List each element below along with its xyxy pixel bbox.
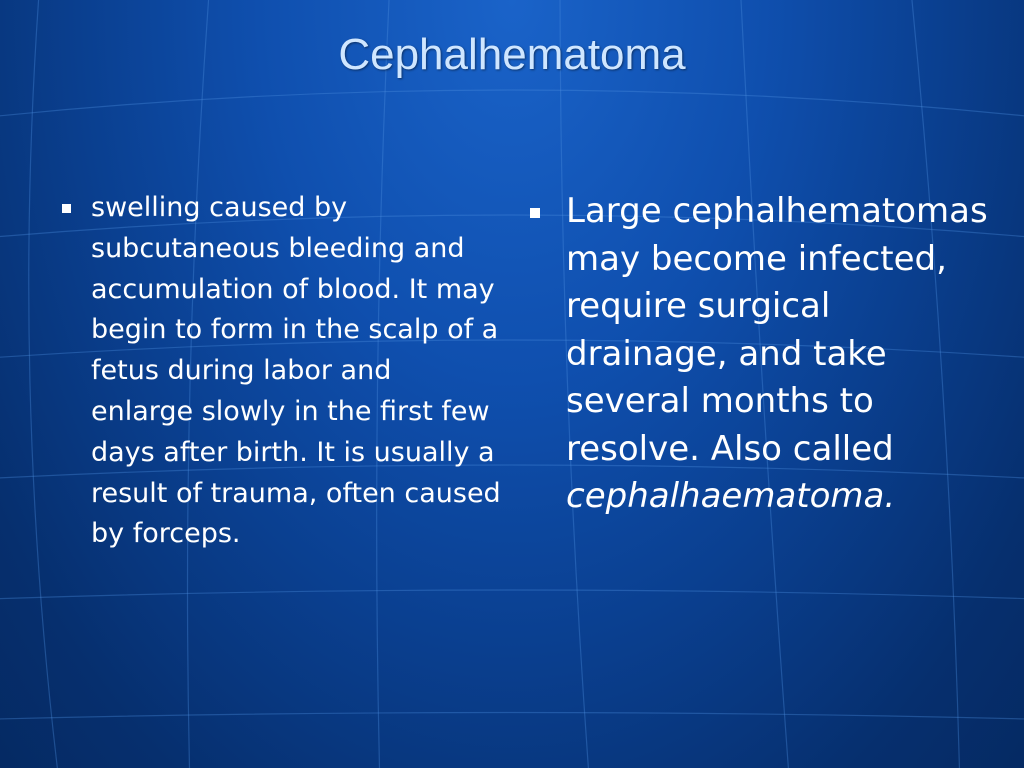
square-bullet-icon [62,204,71,213]
right-bullet-content [566,188,1000,521]
slide-title: Cephalhematoma [338,30,686,79]
right-bullet-text: Large cephalhematomas may become infected, require surgical drainage, and take several months to resolve. Also called [566,191,988,469]
right-bullet-italic-term: cephalhaematoma. [566,476,896,516]
right-bullet-item [530,188,1000,521]
square-bullet-icon [530,208,540,218]
left-bullet-item [62,188,502,555]
right-column [530,188,1000,521]
left-column [62,188,502,555]
left-bullet-text: swelling caused by subcutaneous bleeding and accumulation of blood. It may begin to form in the scalp of a fetus during labor and enlarge slowly in the first few days after birth. It is usually a result of trauma, often caused by forceps. [91,192,501,550]
